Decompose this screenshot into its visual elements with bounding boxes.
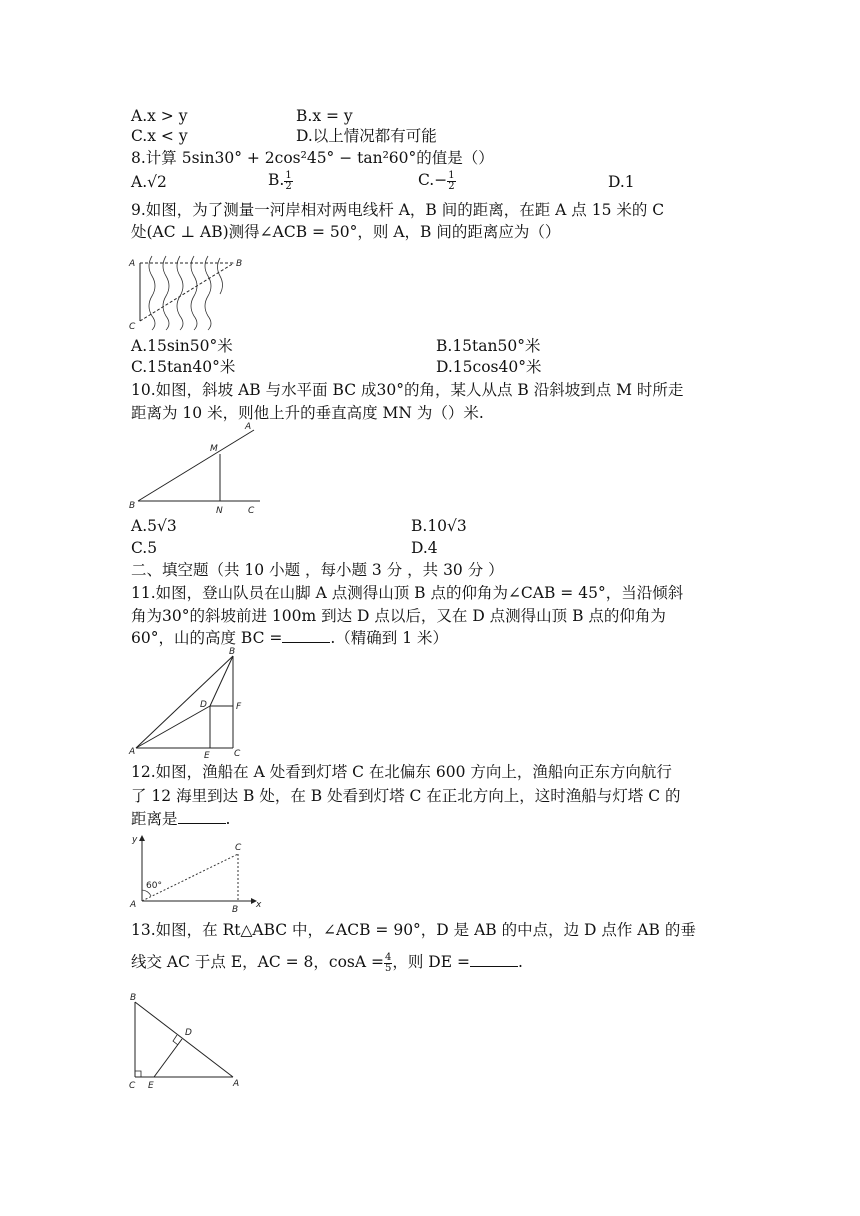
q8-option-b-prefix: B. (268, 171, 285, 189)
q11-stem-line1: 11.如图，登山队员在山脚 A 点测得山顶 B 点的仰角为∠CAB = 45°，当沿倾斜 (131, 584, 684, 602)
q12-stem-line3-part1: 距离是 (131, 810, 178, 828)
q13-figure (126, 990, 256, 1090)
q12-label-b: B (232, 905, 239, 914)
q13-label-a: A (233, 1079, 240, 1089)
fraction-denominator: 5 (384, 962, 392, 974)
q12-stem-line3-part2: . (225, 810, 231, 828)
q7-option-d: D.以上情况都有可能 (296, 127, 437, 145)
q10-label-m: M (210, 444, 218, 454)
fraction-denominator: 2 (285, 180, 292, 192)
q10-label-a: A (245, 422, 252, 432)
q9-option-d: D.15cos40°米 (436, 358, 542, 376)
q13-stem-line2-part3: . (517, 953, 523, 971)
section-heading: 二、填空题（共 10 小题 ，每小题 3 分 ，共 30 分 ） (131, 561, 504, 579)
q12-stem-line3 (131, 809, 230, 829)
q13-stem-line2-part1: 线交 AC 于点 E，AC = 8，cosA = (131, 953, 384, 971)
q9-option-c: C.15tan40°米 (131, 358, 236, 376)
q12-label-a: A (130, 900, 137, 910)
q9-label-a: A (129, 259, 136, 269)
q9-option-a: A.15sin50°米 (131, 337, 233, 355)
q9-figure (126, 250, 256, 332)
answer-blank[interactable] (282, 628, 330, 643)
q10-label-c: C (248, 506, 255, 516)
q11-label-f: F (236, 702, 242, 712)
q12-label-x: x (256, 900, 262, 910)
q9-label-c: C (129, 322, 136, 332)
q8-option-d: D.1 (608, 173, 635, 191)
fraction-numerator: 4 (384, 951, 392, 963)
answer-blank[interactable] (178, 809, 226, 824)
q10-label-b: B (129, 501, 136, 511)
q8-option-b (268, 170, 293, 192)
q11-label-b: B (229, 647, 236, 657)
q8-option-c-prefix: C.− (418, 171, 448, 189)
q11-figure (126, 644, 256, 762)
q8-option-b-fraction (284, 171, 292, 192)
fraction-numerator: 1 (448, 169, 455, 181)
q13-label-d: D (185, 1028, 192, 1038)
q7-option-c: C.x < y (131, 127, 188, 145)
q7-option-a: A.x > y (131, 107, 188, 125)
q10-figure (126, 418, 266, 518)
q11-stem-line3-part1: 60°，山的高度 BC = (131, 629, 283, 647)
q11-label-a: A (129, 747, 136, 757)
q9-option-b: B.15tan50°米 (436, 337, 541, 355)
q10-option-b: B.10√3 (411, 517, 467, 535)
q13-label-c: C (129, 1081, 136, 1090)
q11-stem-line2: 角为30°的斜坡前进 100m 到达 D 点以后，又在 D 点测得山顶 B 点的仰角为 (131, 607, 666, 625)
q12-stem-line2: 了 12 海里到达 B 处，在 B 处看到灯塔 C 在正北方向上，这时渔船与灯塔 C 的 (131, 787, 681, 805)
q11-stem-line3-part2: .（精确到 1 米） (330, 629, 449, 647)
q13-stem-line2-part2: ，则 DE = (392, 953, 470, 971)
q11-label-c: C (234, 749, 241, 759)
q10-option-d: D.4 (411, 539, 438, 557)
q13-stem-line1: 13.如图，在 Rt△ABC 中，∠ACB = 90°，D 是 AB 的中点，边 D 点作 AB 的垂 (131, 921, 696, 939)
q7-option-b: B.x = y (296, 107, 353, 125)
q10-option-c: C.5 (131, 539, 158, 557)
q9-label-b: B (236, 259, 243, 269)
q10-stem-line2: 距离为 10 米，则他上升的垂直高度 MN 为（）米. (131, 404, 484, 422)
q12-stem-line1: 12.如图，渔船在 A 处看到灯塔 C 在北偏东 600 方向上，渔船向正东方向航行 (131, 763, 672, 781)
q13-label-b: B (130, 993, 137, 1003)
q12-figure (126, 830, 266, 914)
fraction-numerator: 1 (285, 169, 292, 181)
q8-option-c-fraction (447, 171, 455, 192)
q8-option-a: A.√2 (131, 173, 167, 191)
q8-option-c (418, 170, 456, 192)
fraction-denominator: 2 (448, 180, 455, 192)
q13-stem-line2 (131, 952, 523, 974)
q10-stem-line1: 10.如图，斜坡 AB 与水平面 BC 成30°的角，某人从点 B 沿斜坡到点 M 时所走 (131, 381, 684, 399)
q10-label-n: N (216, 506, 223, 516)
q12-label-y: y (132, 835, 138, 845)
q13-label-e: E (148, 1081, 154, 1090)
q12-label-angle: 60° (146, 881, 162, 891)
q8-stem: 8.计算 5sin30° + 2cos²45° − tan²60°的值是（） (131, 149, 494, 167)
q10-option-a: A.5√3 (131, 517, 177, 535)
q12-label-c: C (235, 843, 242, 853)
q11-label-d: D (200, 700, 207, 710)
q9-stem-line2: 处(AC ⊥ AB)测得∠ACB = 50°，则 A，B 间的距离应为（） (131, 223, 561, 241)
answer-blank[interactable] (470, 952, 518, 967)
q11-label-e: E (204, 751, 210, 761)
q9-stem-line1: 9.如图，为了测量一河岸相对两电线杆 A，B 间的距离，在距 A 点 15 米的 C (131, 201, 665, 219)
